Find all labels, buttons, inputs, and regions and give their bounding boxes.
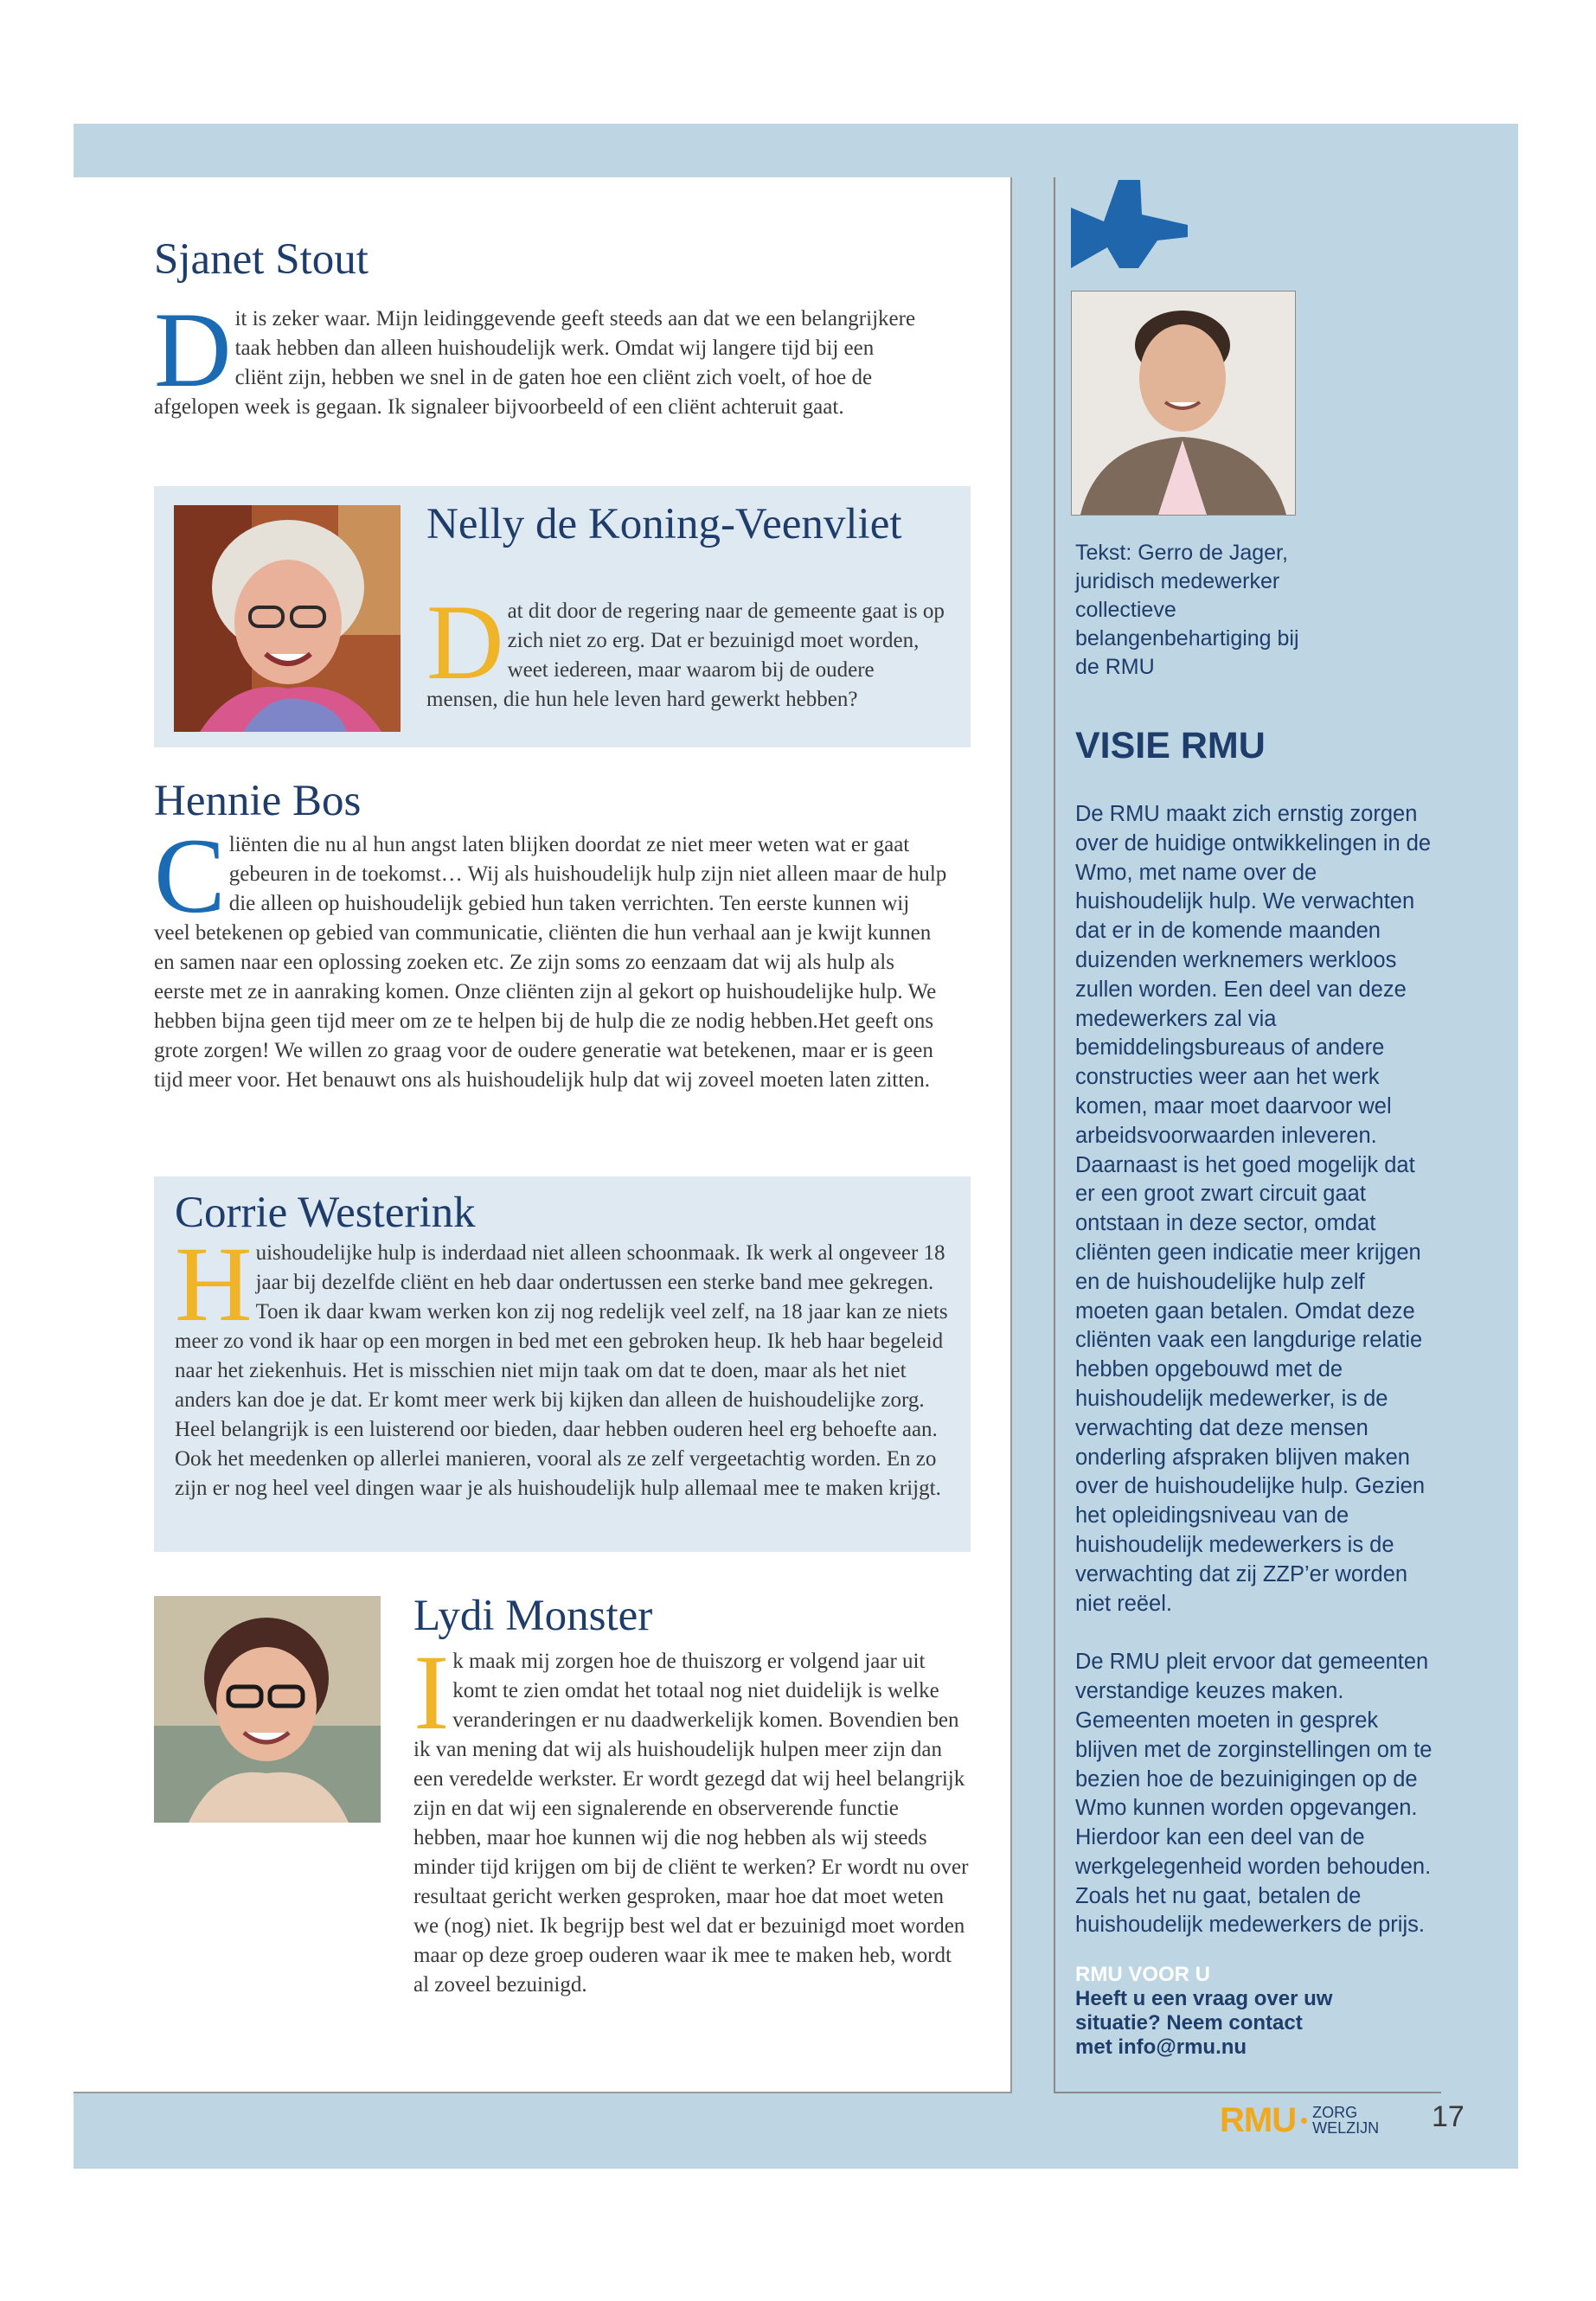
sidebar-divider [1054,177,1055,2093]
sidebar-bottom-divider [1054,2092,1441,2093]
author-portrait-image [1072,292,1295,515]
hennie-dropcap: C [154,817,226,935]
corrie-dropcap: H [175,1225,253,1343]
hennie-name: Hennie Bos [154,777,362,825]
sjanet-name: Sjanet Stout [154,235,369,284]
sjanet-text: Dit is zeker waar. Mijn leidinggevende geeft steeds aan dat we een belangrijkere taak hebben dan alleen huishoudelijk werk. Omdat wij langere tijd bij een cliënt zijn, hebben we snel in de gaten hoe een cliënt zich voelt, of hoe de afgelopen week is gegaan. Ik signaleer bijvoorbeeld of een cliënt achteruit gaat. [154,291,916,419]
author-credit: Tekst: Gerro de Jager, juridisch medewerker collectieve belangenbehartiging bij de RMU [1075,541,1299,679]
author-photo [1071,291,1296,516]
visie-rmu-title: VISIE RMU [1075,725,1266,766]
logo-rmu-text: RMU [1220,2100,1297,2139]
rmu-voor-u-text: Heeft u een vraag over uw situatie? Neem contact met info@rmu.nu [1075,1987,1333,2059]
rmu-logo [1220,2100,1379,2140]
nelly-dropcap: D [426,583,504,702]
lydi-portrait-image [154,1596,381,1823]
nelly-portrait-image [174,505,401,732]
lydi-photo [154,1596,381,1823]
lydi-name: Lydi Monster [413,1592,653,1640]
corrie-name: Corrie Westerink [175,1189,476,1237]
logo-subtitle: ZORG WELZIJN [1312,2104,1380,2137]
visie-paragraph-1: De RMU maakt zich ernstig zorgen over de huidige ontwikkelingen in de Wmo, met name over de huishoudelijk hulp. We verwachten dat er in de komende maanden duizenden werknemers werkloos zullen worden. Een deel van deze medewerkers zal via bemiddelingsbureaus of andere constructies weer aan het werk komen, maar moet daarvoor wel arbeidsvoorwaarden inleveren. Daarnaast is het goed mogelijk dat er een groot zwart circuit gaat ontstaan in deze sector, omdat cliënten geen indicatie meer krijgen en de huishoudelijke hulp zelf moeten gaan betalen. Omdat deze cliënten vaak een langdurige relatie hebben opgebouwd met de huishoudelijk medewerker, is de verwachting dat deze mensen onderling afspraken blijven maken over de huishoudelijke hulp. Gezien het opleidingsniveau van de huishoudelijk medewerkers is de verwachting dat zij ZZP’er worden niet reëel. [1075,802,1432,1616]
visie-rmu-body [1075,800,1439,1970]
hennie-text: Cliënten die nu al hun angst laten blijken doordat ze niet meer weten wat er gaat gebeuren in de toekomst… Wij als huishoudelijk hulp zijn niet alleen maar de hulp die alleen op huishoudelijk gebied hun taken verrichten. Ten eerste kunnen wij veel betekenen op gebied van communicatie, cliënten die hun verhaal aan je kwijt kunnen en samen naar een oplossing zoeken etc. Ze zijn soms zo eenzaam dat wij als hulp als eerste met ze in aanraking komen. Onze cliënten zijn al gekort op huishoudelijke hulp. We hebben bijna geen tijd meer om ze te helpen bij de hulp die ze nodig hebben.Het geeft ons grote zorgen! We willen zo graag voor de oudere generatie wat betekenen, maar er is geen tijd meer voor. Het benauwt ons als huishoudelijk hulp dat wij zoveel moeten laten zitten. [154,817,947,1092]
rmu-emblem-icon [1071,180,1188,268]
lydi-dropcap: I [413,1633,450,1752]
nelly-name: Nelly de Koning-Veenvliet [426,500,902,548]
corrie-text: Huishoudelijke hulp is inderdaad niet alleen schoonmaak. Ik werk al ongeveer 18 jaar bij dezelfde cliënt en heb daar ondertussen een sterke band mee gekregen. Toen ik daar kwam werken kon zij nog redelijk veel zelf, na 18 jaar kan ze niets meer zo vond ik haar op een morgen in bed met een gebroken heup. Ik heb haar begeleid naar het ziekenhuis. Het is misschien niet mijn taak om dat te doen, maar als het niet anders kan doe je dat. Er komt meer werk bij kijken dan alleen de huishoudelijke zorg. Heel belangrijk is een luisterend oor bieden, daar hebben ouderen heel erg behoefte aan. Ook het meedenken op allerlei manieren, vooral als ze zelf vergeetachtig worden. En zo zijn er nog heel veel dingen waar je als huishoudelijk hulp allemaal mee te maken krijgt. [175,1225,948,1500]
page-number: 17 [1432,2100,1465,2133]
sjanet-dropcap: D [154,291,232,409]
nelly-photo [174,505,401,732]
rmu-voor-u-heading: RMU VOOR U [1075,1963,1210,1986]
nelly-text: Dat dit door de regering naar de gemeente gaat is op zich niet zo erg. Dat er bezuinigd moet worden, weet iedereen, maar waarom bij de oudere mensen, die hun hele leven hard gewerkt hebben? [426,583,945,711]
visie-paragraph-2: De RMU pleit ervoor dat gemeenten verstandige keuzes maken. Gemeenten moeten in gesprek blijven met de zorginstellingen om te bezien hoe de bezuinigingen op de Wmo kunnen worden opgevangen. Hierdoor kan een deel van de werkgelegenheid worden behouden. Zoals het nu gaat, betalen de huishoudelijk medewerkers de prijs. [1075,1650,1433,1938]
lydi-text: Ik maak mij zorgen hoe de thuiszorg er volgend jaar uit komt te zien omdat het totaal nog niet duidelijk is welke veranderingen er nu daadwerkelijk komen. Bovendien ben ik van mening dat wij als huishoudelijk hulpen meer zijn dan een veredelde werkster. Er wordt gezegd dat wij heel belangrijk zijn en dat wij een signalerende en observerende functie hebben, maar hoe kunnen wij die nog hebben als wij steeds minder tijd krijgen om bij de cliënt te werken? Er wordt nu over resultaat gericht werken gesproken, maar hoe dat moet weten we (nog) niet. Ik begrijp best wel dat er bezuinigd moet worden maar op deze groep ouderen waar ik mee te maken heb, wordt al zoveel bezuinigd. [413,1633,969,1997]
logo-dot-icon [1301,2118,1307,2124]
rmu-voor-u-block [1075,1963,1335,2060]
